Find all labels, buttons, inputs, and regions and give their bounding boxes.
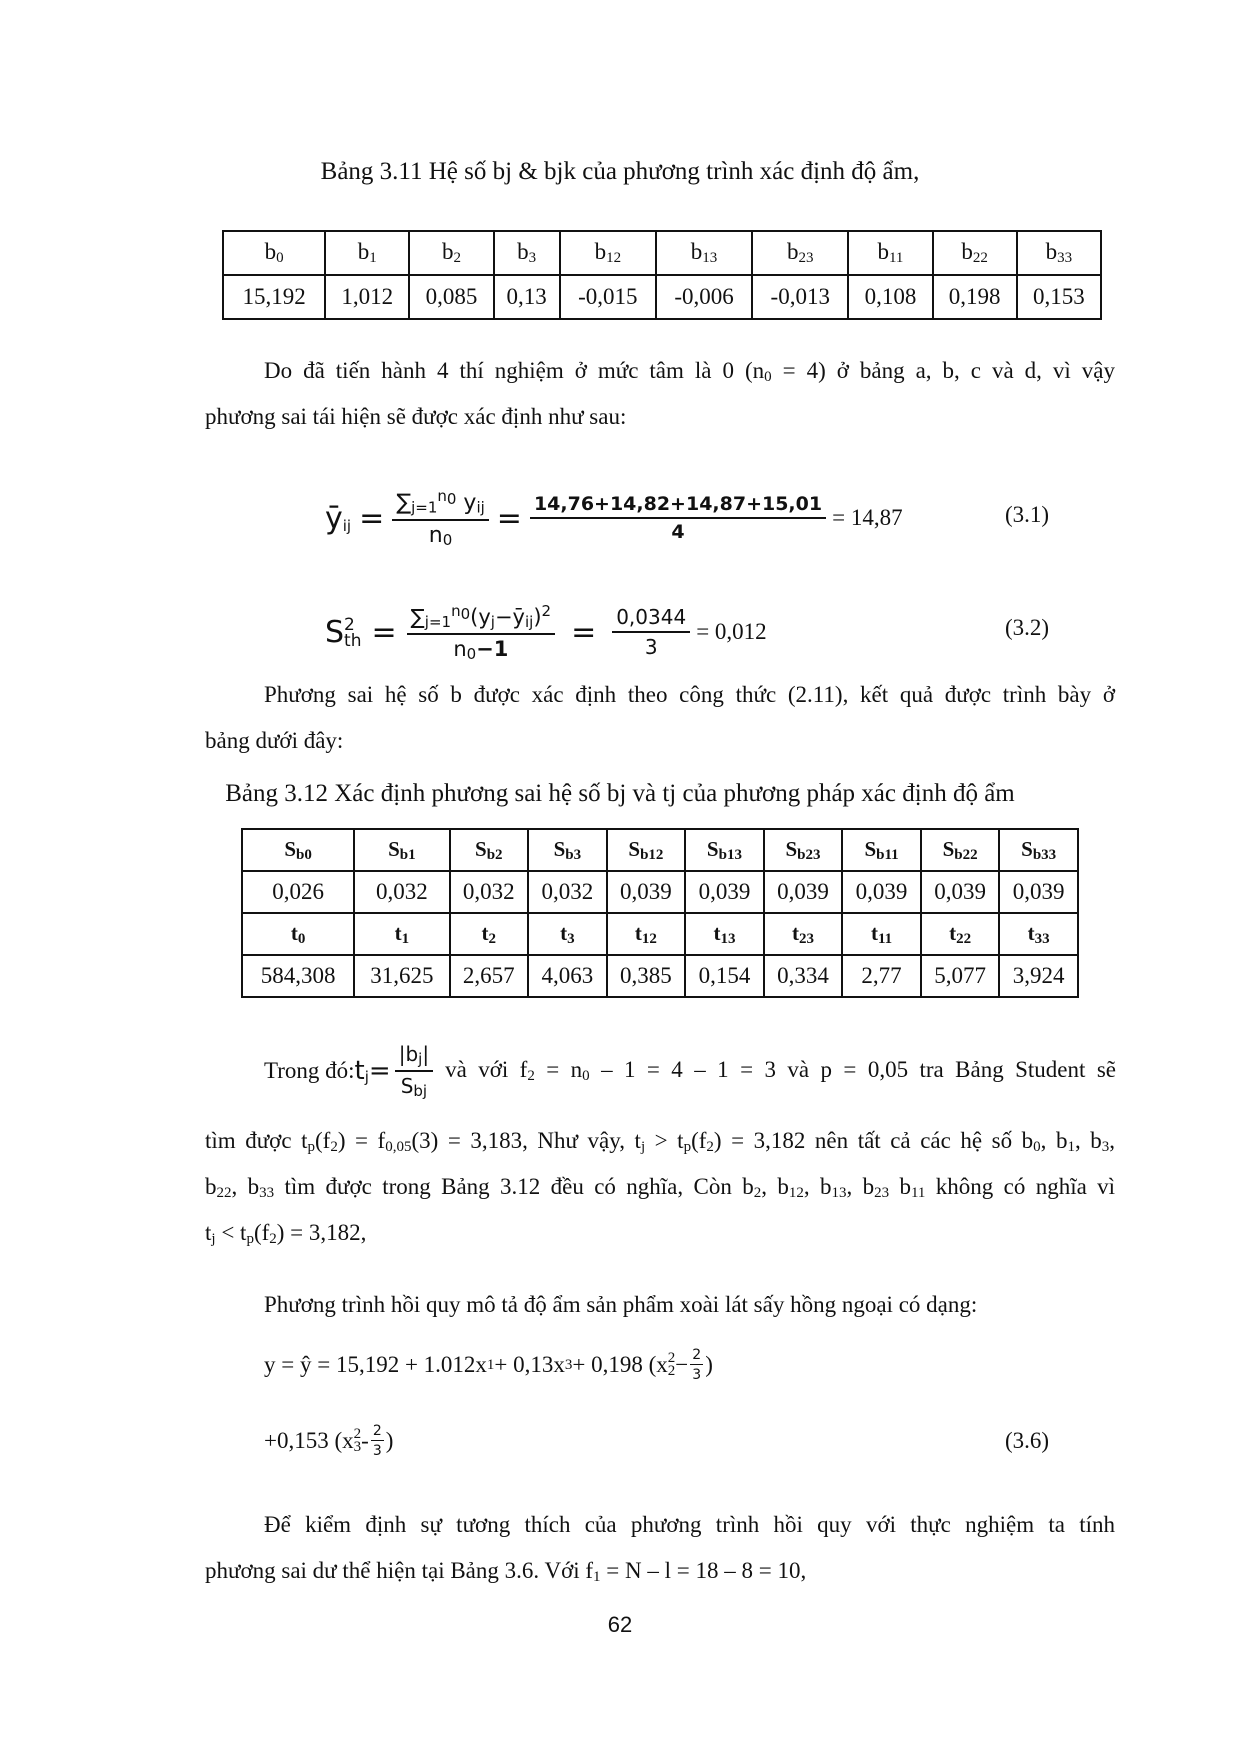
para2-line1: Phương sai hệ số b được xác định theo công thức (2.11), kết quả được trình bày ở	[264, 682, 1115, 707]
table1-header-row	[223, 231, 1101, 275]
table1-header-cell: $b_2$	[409, 231, 493, 275]
para4: Phương trình hồi quy mô tả độ ẩm sản phẩm xoài lát sấy hồng ngoại có dạng:	[264, 1292, 978, 1317]
table1-value-cell: 0,198	[933, 275, 1017, 319]
para3-line3: $b_{22}$, $b_{33}$ tìm được trong Bảng 3.12 đều có nghĩa, Còn $b_2$, $b_{12}$, $b_{13}$, $b_{23}$ $b_{11}$ không có nghĩa vì	[205, 1174, 1116, 1201]
eq-3-2-number: (3.2)	[1005, 615, 1050, 640]
table1-value-cell: -0,015	[560, 275, 656, 319]
table1-header-cell: $b_{11}$	[848, 231, 932, 275]
equation-3-1: $ȳ_{ij}$ = $\frac{\sum_{j=1}^{n_0} y_{ij}}{n_0}$ = $\frac{14,76+14,82+14,87+15,01}{4}$ = 14,87	[325, 487, 903, 549]
table2-s-value-cell: 0,032	[528, 871, 607, 913]
table2-t-header-cell: $t_2$	[450, 913, 529, 955]
page-number: 62	[607, 1612, 633, 1637]
table2-s-header-cell: $S_{b11}$	[842, 829, 921, 871]
table2-t-value-cell: 0,385	[607, 955, 686, 997]
para1-line1: Do đã tiến hành 4 thí nghiệm ở mức tâm là 0 $(n_0 = 4)$ ở bảng a, b, c và d, vì vậy	[264, 358, 1115, 385]
table1-header-cell: $b_3$	[494, 231, 560, 275]
table1-header-cell: $b_1$	[325, 231, 409, 275]
table1-header-cell: $b_0$	[223, 231, 325, 275]
table2-s-value-cell: 0,039	[685, 871, 764, 913]
table-coefficients	[222, 230, 1102, 320]
para1-line2: phương sai tái hiện sẽ được xác định như sau:	[205, 404, 627, 429]
para5-line1: Để kiểm định sự tương thích của phương trình hồi quy với thực nghiệm ta tính	[264, 1512, 1115, 1537]
table2-s-header-cell: $S_{b22}$	[921, 829, 1000, 871]
table1-header-cell: $b_{13}$	[656, 231, 752, 275]
equation-3-2: S 2 th = $\frac{\sum_{j=1}^{n_0}(y_j-ȳ_{ij})^2}{n_0-1}$ = $\frac{0,0344}{3}$ = 0,012	[325, 601, 767, 663]
table2-t-header-cell: $t_3$	[528, 913, 607, 955]
table2-s-header-cell: $S_{b1}$	[354, 829, 449, 871]
table2-s-header-cell: $S_{b33}$	[999, 829, 1078, 871]
table2-s-header-cell: $S_{b13}$	[685, 829, 764, 871]
eq-3-1-number: (3.1)	[1005, 502, 1050, 527]
table1-value-cell: 1,012	[325, 275, 409, 319]
table2-s-value-cell: 0,032	[450, 871, 529, 913]
table1-caption: Bảng 3.11 Hệ số bj & bjk của phương trình xác định độ ẩm,	[320, 158, 920, 185]
table2-t-header-cell: $t_{13}$	[685, 913, 764, 955]
table2-t-value-cell: 31,625	[354, 955, 449, 997]
table1-value-cell: 0,153	[1017, 275, 1101, 319]
table1-header-cell: $b_{12}$	[560, 231, 656, 275]
table2-header-row-s	[242, 829, 1078, 871]
table2-t-header-cell: $t_1$	[354, 913, 449, 955]
table1-value-cell: 0,085	[409, 275, 493, 319]
table2-t-value-cell: 0,334	[764, 955, 843, 997]
table2-s-header-cell: $S_{b3}$	[528, 829, 607, 871]
table1-value-cell: -0,013	[752, 275, 848, 319]
eq-3-6-number: (3.6)	[1005, 1428, 1050, 1453]
table2-t-header-cell: $t_0$	[242, 913, 354, 955]
table2-s-header-cell: $S_{b2}$	[450, 829, 529, 871]
para2-line2: bảng dưới đây:	[205, 728, 344, 753]
table2-s-value-cell: 0,039	[842, 871, 921, 913]
table1-value-row	[223, 275, 1101, 319]
table1-value-cell: 0,13	[494, 275, 560, 319]
table2-t-value-cell: 2,657	[450, 955, 529, 997]
table2-s-value-cell: 0,039	[999, 871, 1078, 913]
table1-header-cell: $b_{33}$	[1017, 231, 1101, 275]
table2-t-value-cell: 584,308	[242, 955, 354, 997]
table2-t-value-cell: 4,063	[528, 955, 607, 997]
table-variance	[241, 828, 1079, 998]
table1-value-cell: 0,108	[848, 275, 932, 319]
table1-value-cell: -0,006	[656, 275, 752, 319]
table1-value-cell: 15,192	[223, 275, 325, 319]
table2-t-value-cell: 5,077	[921, 955, 1000, 997]
table2-s-value-cell: 0,039	[921, 871, 1000, 913]
table2-t-header-cell: $t_{23}$	[764, 913, 843, 955]
table2-s-header-cell: $S_{b12}$	[607, 829, 686, 871]
table2-value-row-s	[242, 871, 1078, 913]
table2-t-header-cell: $t_{33}$	[999, 913, 1078, 955]
table2-s-value-cell: 0,026	[242, 871, 354, 913]
table1-header-cell: $b_{23}$	[752, 231, 848, 275]
table2-caption: Bảng 3.12 Xác định phương sai hệ số bj và tj của phương pháp xác định độ ẩm	[225, 780, 1015, 807]
table2-s-value-cell: 0,032	[354, 871, 449, 913]
table2-t-header-cell: $t_{11}$	[842, 913, 921, 955]
table2-t-header-cell: $t_{22}$	[921, 913, 1000, 955]
table2-s-value-cell: 0,039	[607, 871, 686, 913]
para3-line4: $t_j < t_p(f_2) = 3,182$,	[205, 1220, 367, 1247]
para5-line2: phương sai dư thể hiện tại Bảng 3.6. Với $f_1 = N - l = 18 - 8 = 10$,	[205, 1558, 807, 1585]
table2-s-header-cell: $S_{b23}$	[764, 829, 843, 871]
table2-t-header-cell: $t_{12}$	[607, 913, 686, 955]
table2-t-value-cell: 2,77	[842, 955, 921, 997]
equation-3-6-line2: +0,153 (x 2 3 - $\frac{2}{3}$ )	[264, 1423, 394, 1459]
table2-s-header-cell: $S_{b0}$	[242, 829, 354, 871]
table1-header-cell: $b_{22}$	[933, 231, 1017, 275]
table2-t-value-cell: 0,154	[685, 955, 764, 997]
para3-line2: tìm được $t_p(f_2) = f_{0,05}(3) = 3,183$, Như vậy, $t_j > t_p(f_2) = 3,182$ nên tất cả các hệ số $b_0$, $b_1$, $b_3$,	[205, 1128, 1116, 1155]
table2-header-row-t	[242, 913, 1078, 955]
table2-t-value-cell: 3,924	[999, 955, 1078, 997]
table2-value-row-t	[242, 955, 1078, 997]
para3-line1: Trong đó: $t_j$ = $\frac{|b_j|}{S_{bj}}$ và với $f_2 = n_0 - 1 = 4 - 1 = 3$ và p = 0,05 tra Bảng Student sẽ	[264, 1042, 1116, 1100]
equation-3-6-line1: y = ŷ = 15,192 + 1.012x 1 + 0,13x 3 + 0,198 (x 2 2 − $\frac{2}{3}$ )	[264, 1347, 713, 1383]
table2-s-value-cell: 0,039	[764, 871, 843, 913]
